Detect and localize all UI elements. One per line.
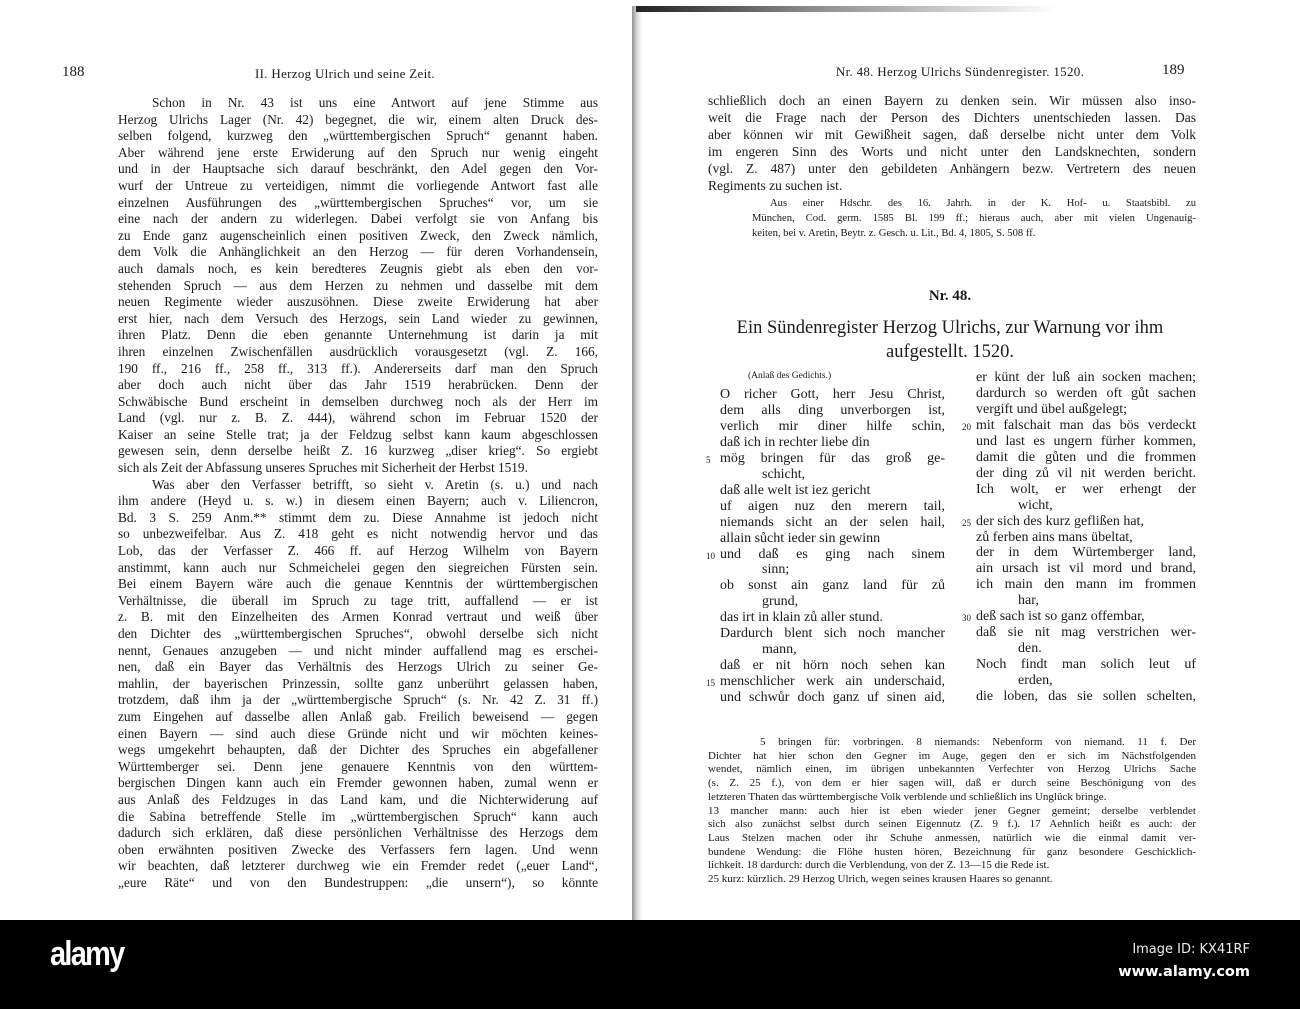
text-line: einzelnen Ausführungen des „württembergischen Spruches“ vor, um sie [118,194,598,210]
verse-number: 30 [962,613,971,624]
verse-text: sinn; [762,562,790,578]
verse-line [976,530,1196,546]
footnote-line: (s. Z. 25 f.), von dem er hier sagen will, daß er durch seine Beschönigung von des [708,777,1196,790]
text-line: anstimmt, kann auch nur Schmeichelei gegen den siegreichen Fürsten sein. [118,559,598,575]
footnote-line: sich also zunächst selbst durch seinen Eigennutz (Z. 9 f.). 17 Aehnlich heißt es auch: der [708,818,1196,831]
footnotes [708,736,1196,887]
verse-text: har, [1018,593,1039,609]
text-line: Bd. 3 S. 259 Anm.** stimmt dem zu. Diese Annahme ist jedoch nicht [118,509,598,525]
text-line: Regiments zu suchen ist. [708,178,843,193]
verse-line [720,499,945,515]
verse-line [962,609,1196,625]
verse-number: 15 [706,678,715,689]
verse-line [720,387,945,403]
verse-text: daß alle welt ist iez gericht [720,482,871,498]
verse-line [720,658,945,674]
verse-text: der in dem Würtemberger land, [976,545,1196,561]
verse-number: 20 [962,421,971,432]
verse-line [976,593,1196,609]
text-line: ihren Platz. Denn die eben genannte Unternehmung ist darin ja mit [118,327,598,343]
text-line: Lob, das der Verfasser Z. 466 ff. auf Herzog Wilhelm von Bayern [118,543,598,559]
verse-line [976,673,1196,689]
verse-line [720,626,945,642]
text-line: so unbezweifelbar. Aus Z. 418 geht es nicht notwendig hervor und das [118,526,598,542]
verse-text: und daß es ging nach sinem [720,546,945,562]
verse-line [720,610,945,626]
verse-line [976,370,1196,386]
text-line: aus Anlaß des Feldzuges in das Land kam, und die Nichterwiderung auf [118,791,598,807]
text-line: Kaiser an seine Stelle trat; ja der Feldzug selbst kann kaum abgeschlossen [118,426,598,442]
verse-text: mit falschait man das bös verdeckt [976,417,1196,433]
text-line: Herzog Ulrichs Lager (Nr. 42) begegnet, die wir, einem alten Druck des- [118,111,598,127]
verse-line [976,657,1196,673]
footnote-line: bundene Wendung: die Flöhe husten hören, Bezeichnung für ganz besondere Geschicklich- [708,845,1196,858]
verse-number: 10 [706,550,715,561]
poem-column-right [962,370,1196,705]
verse-number: 25 [962,517,971,528]
verse-text: niemands sicht an der selen hail, [720,514,945,530]
running-head-right: Nr. 48. Herzog Ulrichs Sündenregister. 1520. [835,64,1085,79]
verse-text: ich main den mann im frommen [976,577,1196,593]
verse-text: daß sie nit mag verstrichen wer- [976,625,1196,641]
text-line: Schon in Nr. 43 ist uns eine Antwort auf jene Stimme aus [152,95,598,110]
text-line: Land (vgl. nur z. B. Z. 444), während schon im Februar 1520 der [118,410,598,426]
verse-line [976,545,1196,561]
text-line: den Dichter des „württembergischen Spruches“, obwohl derselbe sich nicht [118,626,598,641]
verse-text: Dardurch blent sich noch mancher [720,626,945,642]
verse-text: erden, [1018,673,1053,689]
verse-line [720,578,945,594]
verse-text: dardurch so werden oft gůt sachen [976,385,1196,401]
text-line: Aber während jene erste Erwiderung auf den Spruch nur wenig eingeht [118,144,598,160]
verse-line [976,386,1196,402]
right-body-text [708,92,1196,194]
footnote-line: 5 bringen für: vorbringen. 8 niemands: Nebenform von niemand. 11 f. Der [760,736,1196,748]
text-line: „eure Räte“ und von den Bundestruppen: „die unsern“), so könnte [118,874,598,890]
page-number-right: 189 [1162,62,1185,78]
verse-text: verlich mir diner hilfe schin, [720,418,945,434]
image-id: Image ID: KX41RF [1132,942,1250,957]
footnote-line: 13 mancher mann: auch hier ist eben wieder jener Gegner gemeint; derselbe verblendet [708,804,1196,817]
text-line: oben erwähnten positiven Zwecke des Verfassers fern lagen. Und wenn [118,841,598,857]
verse-text: daß er nit hörn noch sehen kan [720,658,945,674]
footnote-line: lichkeit. 18 dardurch: durch die Verblendung, von der Z. 13—15 die Rede ist. [708,859,1050,872]
footnote-line: Dichter hat hier schon den Gegner im Auge, gegen den er sich im Nächstfolgenden [708,749,1196,762]
verse-line [976,498,1196,514]
verse-text: mann, [762,642,797,658]
page-number-left: 188 [62,64,85,80]
verse-line [720,467,945,483]
text-line: ihren einzelnen Zwischenfällen ausdrücklich vorausgesetzt (vgl. Z. 166, [118,343,598,359]
verse-line [706,546,945,563]
verse-text: der sich des kurz geflißen hat, [976,513,1144,529]
verse-text: uf aigen nuz den merern tail, [720,498,945,514]
text-line: auch damals noch, es kein beredteres Zeugnis giebt als eben den vor- [118,260,598,276]
text-line: weit die Frage nach der Person des Dichters unentschieden lassen. Das [708,110,1196,125]
text-line: aber doch auch nicht über das Jahr 1519 herabrücken. Denn der [118,377,598,393]
text-line: die Sabina betreffende Stelle im „württembergischen Spruch“ kann auch [118,808,598,824]
text-line: Württemberger sei. Denn jene genauere Kenntnis von den württem- [118,758,598,774]
verse-line [976,482,1196,498]
poem-column-left [706,387,945,706]
text-line: trotzdem, daß ihm ja der „württembergische Spruch“ (s. Nr. 42 Z. 31 ff.) [118,692,598,708]
verse-text: zů ferben ains mans übeltat, [976,529,1133,545]
text-line: mahlin, der bayerischen Prinzessin, sollte ganz unberührt gelassen haben, [118,675,598,691]
text-line: z. B. mit den Einzelheiten des Armen Konrad vertraut und weiß über [118,609,598,625]
verse-text: der ding zů vil nit werden bericht. [976,465,1196,481]
text-line: sich als Zeit der Abfassung unseres Spruches mit Sicherheit der Herbst 1519. [118,460,528,476]
verse-text: das irt in klain zů aller stund. [720,610,883,626]
watermark-bar [0,920,1300,1009]
poem-title-line-2: aufgestellt. 1520. [886,342,1014,362]
text-line: und in der Hauptsache sich darauf beschränkt, den Adel gegen den Vor- [118,161,598,177]
source-line: keiten, bei v. Aretin, Beytr. z. Gesch. u. Lit., Bd. 4, 1805, S. 508 ff. [752,228,1036,239]
text-line: stehenden Spruch — aus dem Herzen zu nehmen und dasselbe mit dem [118,277,598,293]
verse-text: ob sonst ain ganz land für zů [720,578,945,594]
verse-text: vergift und übel außgelegt; [976,401,1127,417]
text-line: neuen Regimente wieder auszusöhnen. Diese zweite Erwiderung hat aber [118,294,598,310]
verse-line [720,531,945,547]
text-line: Bei einem Bayern wäre auch die genaue Kenntnis der württembergischen [118,576,598,592]
source-line: München, Cod. germ. 1585 Bl. 199 ff.; hieraus auch, aber mit vielen Ungenauig- [752,213,1196,224]
verse-text: deß sach ist so ganz offembar, [976,609,1145,625]
verse-line [962,417,1196,434]
text-line: Was aber den Verfasser betrifft, so sieht v. Aretin (s. u.) und nach [152,476,598,492]
page-edge-shadow [632,6,642,920]
verse-line [720,562,945,578]
text-line: wir beachten, daß letzterer durchweg wie ein Fremder redet („euer Land“, [118,858,598,874]
text-line: gewesen sein, denn derselbe heißt Z. 16 kurzweg „diser krieg“. So ergiebt [118,443,598,459]
poem-section-heading: (Anlaß des Gedichts.) [748,371,832,381]
verse-text: O richer Gott, herr Jesu Christ, [720,387,945,402]
text-line: wurf der Untreue zu verteidigen, nimmt die vorliegende Antwort fast alle [118,177,598,193]
verse-text: allain sůcht ieder sin gewinn [720,530,881,546]
text-line: erst hier, nach dem Versuch des Herzogs, sein Land wieder zu gewinnen, [118,310,598,326]
text-line: selben folgend, kurzweg den „württembergischen Spruch“ genannt haben. [118,128,598,144]
text-line: ihm andere (Heyd u. s. w.) in diesem einen Bayern; auch v. Liliencron, [118,493,598,509]
verse-text: er künt der luß ain socken machen; [976,370,1196,385]
verse-line [706,674,945,690]
verse-line [976,402,1196,418]
verse-line [962,513,1196,530]
verse-text: und last es ungern fürher kommen, [976,433,1196,449]
text-line: nennt, Genaues anzugeben — und nicht minder auffallend mag es erschei- [118,642,598,658]
poem-title [700,316,1200,364]
verse-line [720,642,945,658]
source-line: Aus einer Hdschr. des 16. Jahrh. in der K. Hof- u. Staatsbibl. zu [770,198,1196,209]
text-line: (vgl. Z. 487) unter den gebildeten Anhängern bezw. Vertretern des neuen [708,161,1196,176]
text-line: Verhältnisse, die überall im Spruch zu tage tritt, auffallend — er ist [118,592,598,608]
verse-line [976,450,1196,466]
verse-line [976,577,1196,593]
text-line: wegs umgekehrt behaupten, daß der Dichter des Spruches ein abgefallener [118,742,598,758]
footnote-line: wendet, nämlich einen, im übrigen unbekannten Verfechter von Herzog Ulrichs Sache [708,763,1196,776]
verse-text: menschlicher werk ain underschaid, [720,674,945,690]
text-line: zu Ende ganz augenscheinlich einen positiven Zweck, den Zweck nämlich, [118,227,598,243]
left-body-text [118,95,598,892]
footnote-line: 25 kurz: kürzlich. 29 Herzog Ulrich, wegen seines krausen Haares so genannt. [708,873,1053,886]
text-line: schließlich doch an einen Bayern zu denken sein. Wir müssen also inso- [708,93,1196,108]
verse-text: ain ursach ist vil mord und brand, [976,561,1196,577]
verse-line [720,483,945,499]
text-line: 190 ff., 216 ff., 258 ff., 313 ff.). Andererseits darf man den Spruch [118,360,598,376]
verse-line [720,690,945,706]
verse-text: daß ich in rechter liebe din [720,434,870,450]
verse-number: 5 [706,454,711,465]
verse-line [720,594,945,610]
verse-text: und schwůr doch ganz uf sinen aid, [720,690,945,706]
text-line: aber können wir mit Gewißheit sagen, daß derselbe nicht unter dem Volk [708,127,1196,142]
source-note [752,196,1196,241]
verse-line [720,403,945,419]
text-line: zum Eingehen auf dasselbe allen Anlaß gab. Freilich beweisend — gegen [118,708,598,724]
text-line: dem Volk die Anhänglichkeit an den Herzog — für deren Vorhandensein, [118,244,598,260]
verse-text: schicht, [762,466,806,482]
text-line: bergischen Dingen kann auch ein Fremder gewonnen haben, zumal wenn er [118,775,598,791]
verse-line [976,561,1196,577]
alamy-logo: alamy [50,935,124,973]
verse-line [976,689,1196,705]
poem-title-line-1: Ein Sündenregister Herzog Ulrichs, zur Warnung vor ihm [736,318,1164,338]
piece-number: Nr. 48. [928,288,972,304]
verse-text: Noch findt man solich leut uf [976,657,1196,673]
verse-line [976,625,1196,641]
text-line: dadurch sich erklären, daß diese persönlichen Verhältnisse des Herzogs dem [118,825,598,841]
verse-text: dem alls ding unverborgen ist, [720,402,945,418]
footnote-line: Laus Stelzen machen oder ihr Schuhe anmessen, natürlich wie die einmal damit ver- [708,831,1196,844]
verse-text: damit die gůten und die frommen [976,449,1196,465]
verse-text: den. [1018,641,1042,657]
verse-line [720,515,945,531]
verse-line [706,450,945,467]
text-line: im engeren Sinn des Worts und nicht unter den Landsknechten, sondern [708,144,1196,159]
verse-line [976,641,1196,657]
verse-line [976,466,1196,482]
verse-text: mög bringen für das groß ge- [720,450,945,466]
text-line: Schwäbische Bund erscheint in demselben durchweg noch als der Herr im [118,393,598,409]
verse-text: Ich wolt, er wer erhengt der [976,481,1196,497]
text-line: eine nach der andern zu widerlegen. Dabei verfolgt sie von Anfang bis [118,211,598,227]
footnote-line: letzteren Thaten das württembergische Volk verblende und schließlich ins Unglück bringe. [708,790,1107,803]
verse-line [720,419,945,435]
text-line: einen Bayern — sind auch diese Gründe nicht und wir möchten keines- [118,725,598,741]
verse-text: wicht, [1018,497,1053,513]
page-top-edge [636,6,1056,12]
verse-text: die loben, das sie sollen schelten, [976,689,1196,705]
text-line: nen, daß ein Bayer das Verhältnis des Herzogs Ulrich zu seiner Ge- [118,659,598,675]
site-url: www.alamy.com [1118,964,1250,980]
running-head-left: II. Herzog Ulrich und seine Zeit. [255,66,435,81]
verse-text: grund, [762,594,799,610]
verse-line [720,435,945,451]
verse-line [976,434,1196,450]
